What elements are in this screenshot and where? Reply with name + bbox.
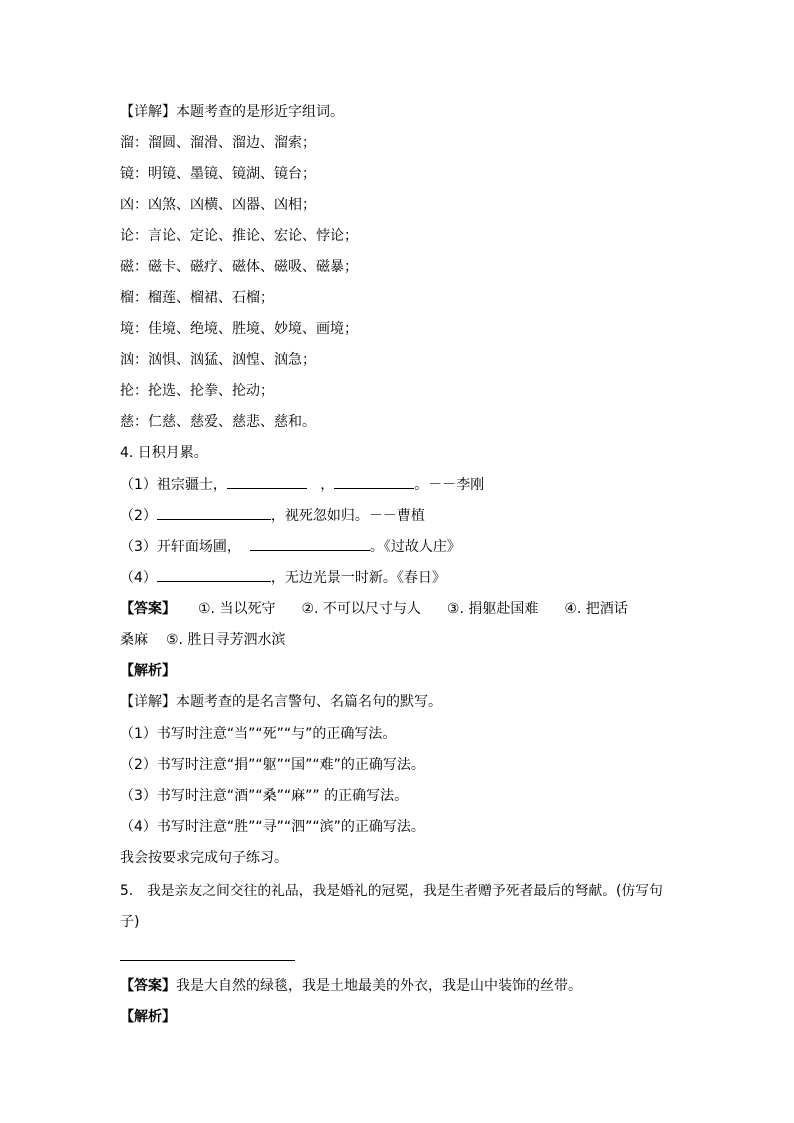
char-words-row: 论：言论、定论、推论、宏论、悖论；: [120, 228, 358, 244]
char-words-row: 磁：磁卡、磁疗、磁体、磁吸、磁暴；: [120, 259, 358, 275]
answer-blank: [157, 504, 271, 520]
q4-detail: [120, 690, 442, 714]
answer-item: ②. 不可以尺寸与人: [301, 601, 421, 617]
q4-note: （3）书写时注意“酒”“桑”“麻”” 的正确写法。: [120, 788, 409, 804]
item-number: （3）: [120, 539, 157, 555]
words: 言论、定论、推论、宏论、悖论；: [148, 228, 358, 244]
char-words-row: 镜：明镜、墨镜、镜湖、镜台；: [120, 166, 316, 182]
answer-item: 桑麻: [120, 632, 148, 648]
answer-tag: 【答案】: [120, 601, 176, 617]
words: 凶煞、凶横、凶器、凶相；: [148, 197, 316, 213]
char: 榴: [120, 290, 134, 306]
detail-text: 本题考查的是名言警句、名篇名句的默写。: [176, 694, 442, 710]
words: 溜圆、溜滑、溜边、溜索；: [148, 135, 316, 151]
q4-item-4: [120, 566, 446, 590]
char-words-row: 抡：抡选、抡拳、抡动；: [120, 383, 274, 399]
q5-prompt-line-1: 5. 我是亲友之间交往的礼品，我是婚礼的冠冕，我是生者赠予死者最后的弩献。(仿写句: [120, 883, 663, 899]
words: 榴莲、榴裙、石榴；: [148, 290, 274, 306]
q4-note: （1）书写时注意“当”“死”“与”的正确写法。: [120, 726, 397, 742]
answer-blank: [227, 473, 307, 489]
q4-note: （4）书写时注意“胜”“寻”“泗”“滨”的正确写法。: [120, 819, 425, 835]
q4-title: 4. 日积月累。: [120, 445, 208, 461]
words: 仁慈、慈爱、慈悲、慈和。: [148, 414, 316, 430]
char-words-row: 凶：凶煞、凶横、凶器、凶相；: [120, 197, 316, 213]
char: 凶: [120, 197, 134, 213]
words: 佳境、绝境、胜境、妙境、画境；: [148, 321, 358, 337]
q4-answer-cont: [120, 628, 285, 652]
answer-item: ①. 当以死守: [198, 601, 276, 617]
char-words-row: 慈：仁慈、慈爱、慈悲、慈和。: [120, 414, 316, 430]
item-text: ，视死忽如归。－－曹植: [270, 508, 425, 524]
answer-text: 我是大自然的绿毯，我是土地最美的外衣，我是山中装饰的丝带。: [176, 978, 582, 994]
char-words-row: 溜：溜圆、溜滑、溜边、溜索；: [120, 135, 316, 151]
answer-item: ③. 捐躯赴国难: [446, 601, 539, 617]
section-title: 我会按要求完成句子练习。: [120, 850, 288, 866]
char: 镜: [120, 166, 134, 182]
words: 明镜、墨镜、镜湖、镜台；: [148, 166, 316, 182]
char: 抡: [120, 383, 134, 399]
q4-note: （2）书写时注意“捐”“躯”“国”“难”的正确写法。: [120, 757, 425, 773]
item-text: 开轩面场圃，: [156, 539, 241, 555]
item-number: （1）: [120, 477, 157, 493]
char: 境: [120, 321, 134, 337]
item-source: 。－－李刚: [414, 477, 485, 493]
words: 磁卡、磁疗、磁体、磁吸、磁暴；: [148, 259, 358, 275]
item-number: （4）: [120, 570, 157, 586]
q4-item-1: （1）祖宗疆士， ， 。－－李刚: [120, 473, 484, 497]
detail-tag: 【详解】: [120, 104, 176, 120]
char: 汹: [120, 352, 134, 368]
q4-item-2: [120, 504, 425, 528]
q5-answer: [120, 974, 582, 998]
detail-text: 本题考查的是形近字组词。: [176, 104, 344, 120]
words: 汹惧、汹猛、汹惶、汹急；: [148, 352, 316, 368]
char: 慈: [120, 414, 134, 430]
answer-blank-line: [120, 960, 295, 961]
item-text: ，无边光景一时新。《春日》: [270, 570, 446, 586]
q4-item-3: [120, 535, 461, 559]
answer-blank: [334, 473, 414, 489]
detail-tag: 【详解】: [120, 694, 176, 710]
char-words-row: 境：佳境、绝境、胜境、妙境、画境；: [120, 321, 358, 337]
char: 论: [120, 228, 134, 244]
char: 磁: [120, 259, 134, 275]
q5-analysis-tag: 【解析】: [120, 1009, 176, 1025]
detail-line-1: [120, 100, 344, 124]
item-number: （2）: [120, 508, 157, 524]
char-words-row: 榴：榴莲、榴裙、石榴；: [120, 290, 274, 306]
q5-prompt-line-2: 子): [120, 914, 140, 930]
item-source: 。《过故人庄》: [369, 539, 461, 555]
answer-blank: [157, 566, 271, 582]
answer-item: ⑤. 胜日寻芳泗水滨: [166, 632, 286, 648]
item-text: 祖宗疆士，: [156, 477, 227, 493]
answer-tag: 【答案】: [120, 978, 176, 994]
answer-blank: [250, 535, 370, 551]
char: 溜: [120, 135, 134, 151]
answer-item: ④. 把酒话: [564, 601, 628, 617]
q4-answer: [120, 597, 680, 621]
words: 抡选、抡拳、抡动；: [148, 383, 274, 399]
q4-analysis-tag: 【解析】: [120, 663, 176, 679]
char-words-row: 汹：汹惧、汹猛、汹惶、汹急；: [120, 352, 316, 368]
